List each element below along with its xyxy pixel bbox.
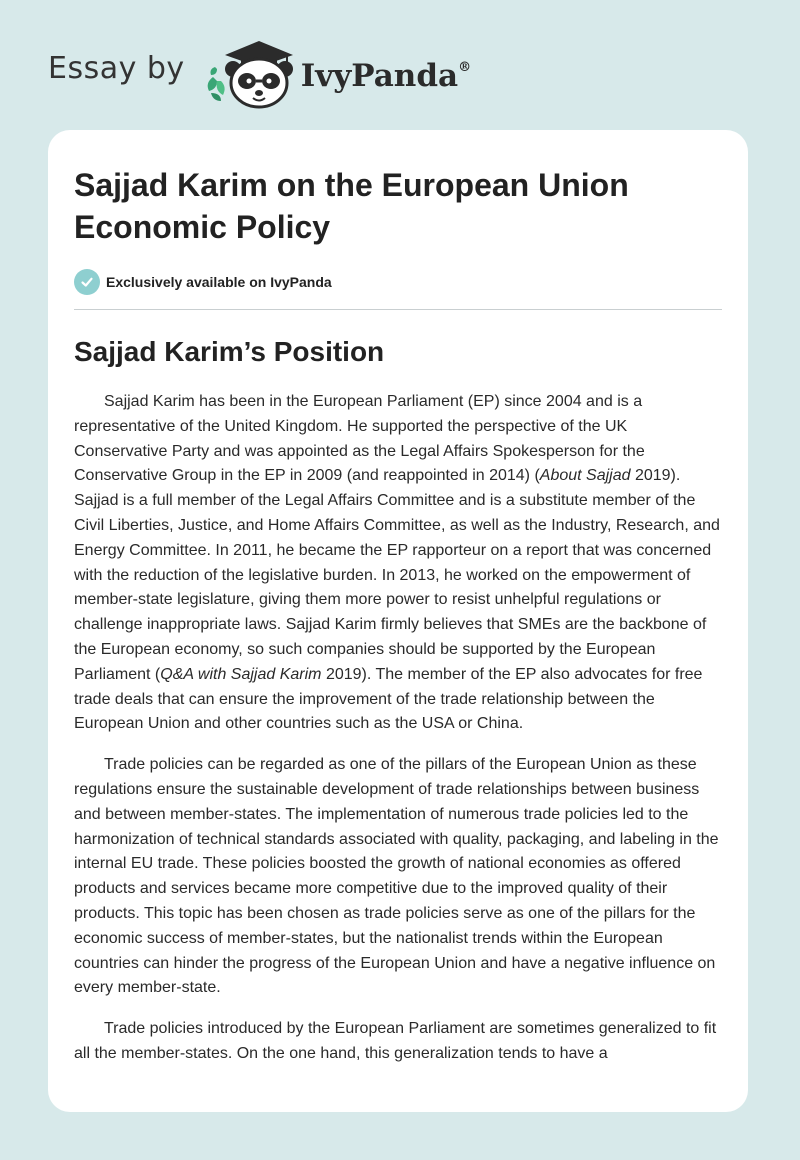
divider xyxy=(74,309,722,310)
citation: Q&A with Sajjad Karim xyxy=(160,665,322,683)
brand-header[interactable] xyxy=(48,36,471,110)
brand-name xyxy=(301,58,471,94)
exclusive-label: Exclusively available on IvyPanda xyxy=(106,274,332,290)
check-circle-icon xyxy=(74,269,100,295)
panda-logo-icon xyxy=(203,37,295,109)
citation: About Sajjad xyxy=(539,467,631,485)
paragraph-text: 2019). Sajjad is a full member of the Legal Affairs Committee and is a substitute member of the Civil Liberties, Justice, and Home Affairs Committee, as well as the Industry, Research, and Energy Committee. In 2011, he became the EP rapporteur on a report that was concerned with the reduction of the legislative burden. In 2013, he worked on the empowerment of member-state legislature, giving them more power to resist unhelpful regulations or challenge inappropriate laws. Sajjad Karim firmly believes that SMEs are the backbone of the European economy, so such companies should be supported by the European Parliament ( xyxy=(74,467,720,683)
paragraph-text: 2019). The member of the EP also advocates for free trade deals that can ensure the improvement of the trade relationship between the European Union and other countries such as the USA or China. xyxy=(74,665,703,733)
brand-prefix: Essay by xyxy=(48,50,185,86)
paragraph-text: Sajjad Karim has been in the European Parliament (EP) since 2004 and is a representative of the United Kingdom. He supported the perspective of the UK Conservative Party and was appointed as the Legal Affairs Spokesperson for the Conservative Group in the EP in 2009 (and reappointed in 2014) ( xyxy=(74,393,645,485)
paragraph: Trade policies can be regarded as one of the pillars of the European Union as these regulations ensure the sustainable development of trade relationships between business and between member-states. The implementation of numerous trade policies led to the harmonization of technical standards associated with quality, packaging, and labeling in the internal EU trade. These policies boosted the growth of national economies as offered products and services became more competitive due to the improved quality of their products. This topic has been chosen as trade policies serve as one of the pillars for the economic success of member-states, but the nationalist trends within the European countries can hinder the progress of the European Union and have a negative influence on every member-state. xyxy=(74,756,719,997)
brand-name-text: IvyPanda xyxy=(300,58,459,94)
essay-body xyxy=(74,390,722,1067)
exclusive-badge xyxy=(74,268,722,296)
section-heading: Sajjad Karim’s Position xyxy=(74,336,385,367)
paragraph xyxy=(74,390,722,737)
essay-card xyxy=(48,130,748,1112)
registered-mark: ® xyxy=(458,59,472,75)
essay-title: Sajjad Karim on the European Union Economic Policy xyxy=(74,167,629,245)
paragraph: Trade policies introduced by the European Parliament are sometimes generalized to fit all the member-states. On the one hand, this generalization tends to have a xyxy=(74,1020,717,1062)
